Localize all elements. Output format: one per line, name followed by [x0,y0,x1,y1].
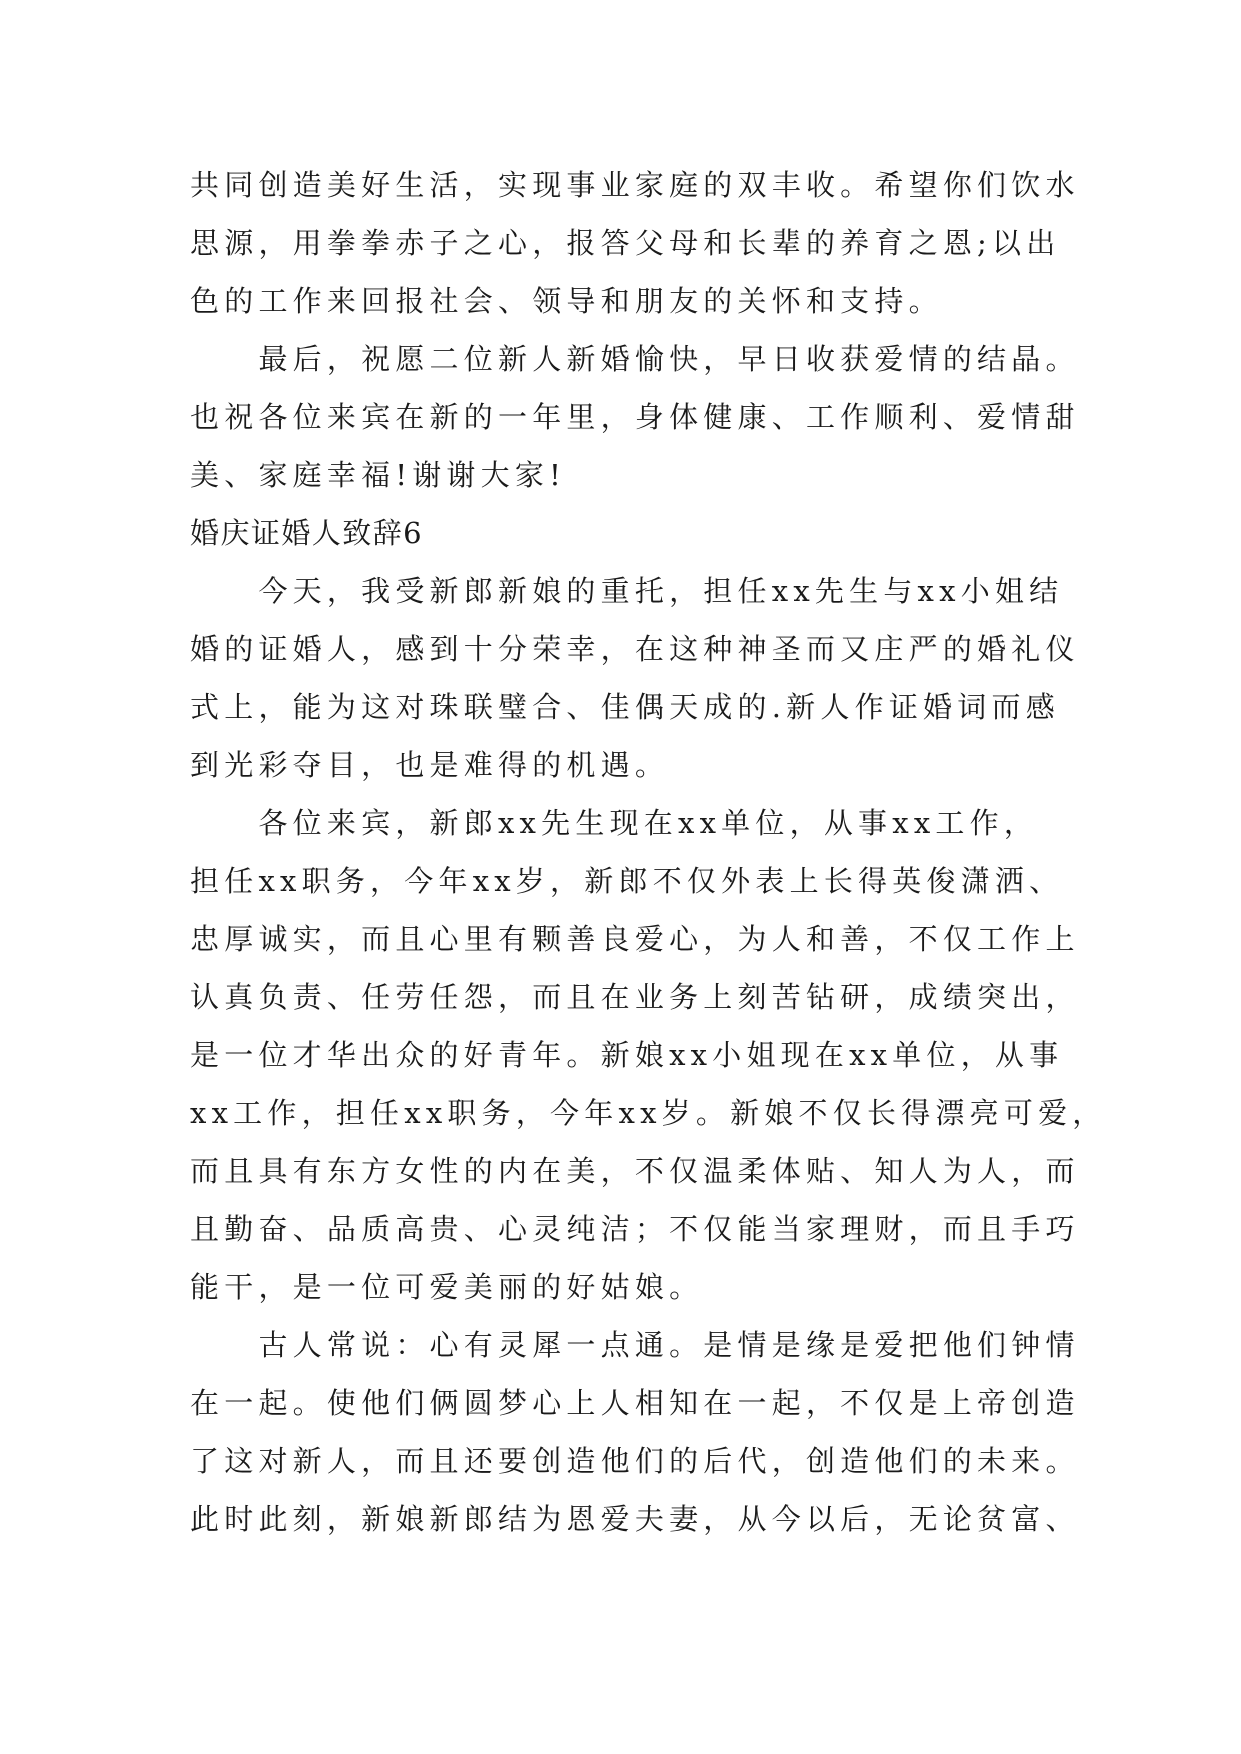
text-line: 是一位才华出众的好青年。新娘xx小姐现在xx单位，从事 [190,1038,1064,1072]
text-line: xx工作，担任xx职务，今年xx岁。新娘不仅长得漂亮可爱， [190,1096,1107,1130]
text-line: 到光彩夺目，也是难得的机遇。 [190,748,670,782]
text-line: 各位来宾，新郎xx先生现在xx单位，从事xx工作， [190,806,1039,840]
text-line: 认真负责、任劳任怨，而且在业务上刻苦钻研，成绩突出， [190,980,1080,1014]
text-line: 古人常说：心有灵犀一点通。是情是缘是爱把他们钟情 [190,1328,1080,1362]
text-line: 了这对新人，而且还要创造他们的后代，创造他们的未来。 [190,1444,1080,1478]
text-line: 此时此刻，新娘新郎结为恩爱夫妻，从今以后，无论贫富、 [190,1502,1080,1536]
text-line: 在一起。使他们俩圆梦心上人相知在一起，不仅是上帝创造 [190,1386,1080,1420]
text-line: 而且具有东方女性的内在美，不仅温柔体贴、知人为人，而 [190,1154,1080,1188]
section-heading: 婚庆证婚人致辞6 [190,516,424,550]
text-line: 婚的证婚人，感到十分荣幸，在这种神圣而又庄严的婚礼仪 [190,632,1080,666]
text-line: 担任xx职务，今年xx岁，新郎不仅外表上长得英俊潇洒、 [190,864,1064,898]
text-line: 最后，祝愿二位新人新婚愉快，早日收获爱情的结晶。 [190,342,1080,376]
text-line: 能干，是一位可爱美丽的好姑娘。 [190,1270,704,1304]
text-line: 式上，能为这对珠联璧合、佳偶天成的.新人作证婚词而感 [190,690,1060,724]
text-line: 忠厚诚实，而且心里有颗善良爱心，为人和善，不仅工作上 [190,922,1080,956]
text-line: 共同创造美好生活，实现事业家庭的双丰收。希望你们饮水 [190,168,1080,202]
text-line: 且勤奋、品质高贵、心灵纯洁；不仅能当家理财，而且手巧 [190,1212,1080,1246]
text-line: 也祝各位来宾在新的一年里，身体健康、工作顺利、爱情甜 [190,400,1080,434]
text-line: 美、家庭幸福!谢谢大家! [190,458,566,492]
document-body [190,156,1107,1548]
text-line: 色的工作来回报社会、领导和朋友的关怀和支持。 [190,284,943,318]
text-line: 思源，用拳拳赤子之心，报答父母和长辈的养育之恩;以出 [190,226,1061,260]
text-line: 今天，我受新郎新娘的重托，担任xx先生与xx小姐结 [190,574,1064,608]
